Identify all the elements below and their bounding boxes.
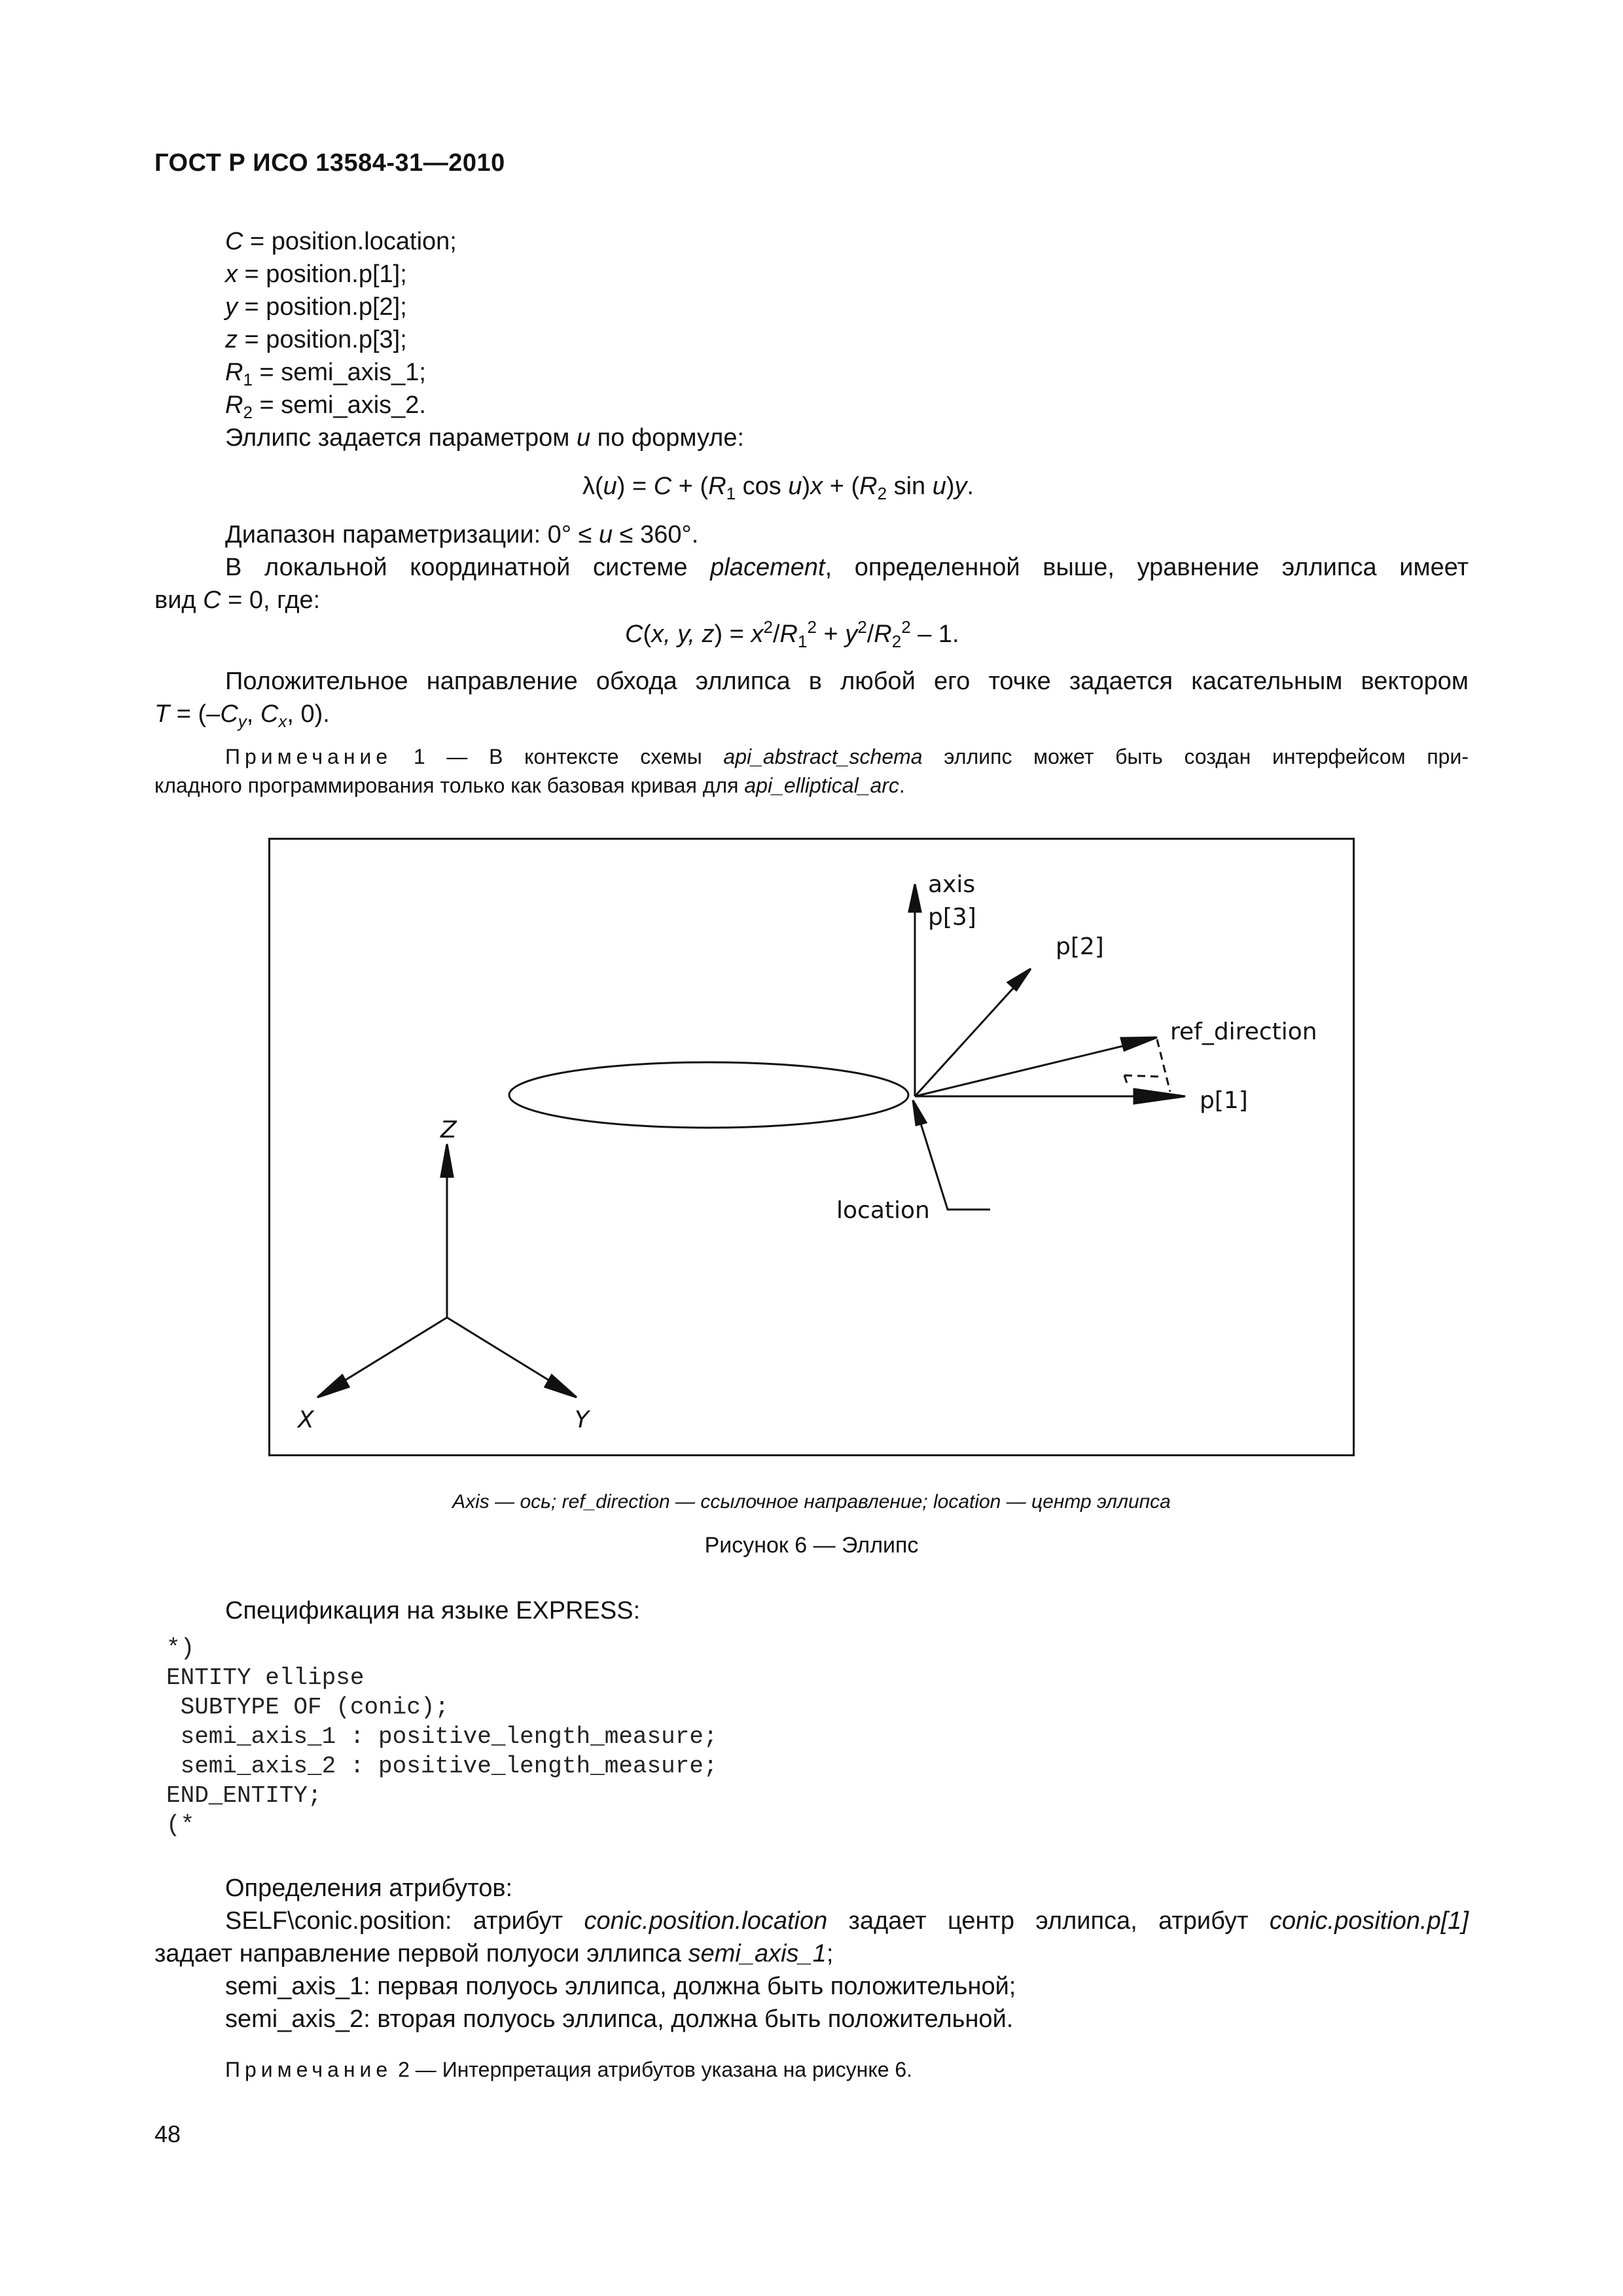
note2: Примечание 2 — Интерпретация атрибутов указана на рисунке 6.: [225, 2058, 913, 2081]
label-p3: p[3]: [928, 904, 976, 931]
def-z: z = position.p[3];: [225, 326, 407, 353]
ellipse-curve: [509, 1062, 908, 1128]
label-p2: p[2]: [1056, 933, 1104, 960]
label-ref-direction: ref_direction: [1170, 1018, 1317, 1045]
def-x: x = position.p[1];: [225, 260, 407, 288]
code-line: *): [166, 1635, 195, 1662]
code-line: ENTITY ellipse: [166, 1664, 365, 1691]
p2-arrowhead: [1008, 969, 1031, 990]
code-line: END_ENTITY;: [166, 1782, 322, 1809]
code-line: semi_axis_1 : positive_length_measure;: [166, 1723, 718, 1750]
def-r2: $R_2$ = semi_axis_2.: [225, 391, 426, 422]
p1-arrowhead: [1134, 1089, 1185, 1103]
formula-implicit: C(x, y, $z) = x^2/R_1^2 + y^2/R_2^2 - 1$.: [625, 617, 959, 651]
figure-caption: Axis — ось; ref_direction — ссылочное направление; location — центр эллипса: [452, 1491, 1171, 1513]
direction-line1: Положительное направление обхода эллипса в любой его точке задается касательным вектором: [225, 668, 1469, 695]
code-line: semi_axis_2 : positive_length_measure;: [166, 1753, 718, 1780]
attr-self-line2: задает направление первой полуоси эллипса semi_axis_1;: [154, 1940, 834, 1967]
y-axis-arrowhead: [545, 1375, 577, 1397]
attr-semi-axis-1: semi_axis_1: первая полуось эллипса, должна быть положительной;: [225, 1973, 1016, 2000]
ellipse-diagram: [270, 840, 1357, 1458]
def-y: y = position.p[2];: [225, 293, 407, 321]
formula-lambda: $\lambda(u) = C + (R_1$ $\cos u)x + (R_2$ sin u)y.: [582, 473, 974, 503]
label-y: Y: [575, 1407, 589, 1433]
document-header: ГОСТ Р ИСО 13584-31—2010: [154, 149, 505, 177]
label-z: Z: [440, 1117, 457, 1143]
note1-line2: кладного программирования только как базовая кривая для api_elliptical_arc.: [154, 774, 905, 797]
attributes-title: Определения атрибутов:: [225, 1874, 513, 1902]
local-line1: В локальной координатной системе placement, определенной выше, уравнение эллипса имеет: [225, 554, 1469, 581]
express-code: [166, 1634, 718, 1840]
local-line2: вид C = 0, где:: [154, 586, 321, 614]
p2-arrow: [915, 974, 1026, 1096]
param-range: Диапазон параметризации: 0° ≤ u ≤ 360°.: [225, 521, 699, 548]
label-p1: p[1]: [1200, 1087, 1248, 1114]
figure-title: Рисунок 6 — Эллипс: [704, 1533, 919, 1558]
attr-semi-axis-2: semi_axis_2: вторая полуось эллипса, должна быть положительной.: [225, 2005, 1014, 2033]
direction-line2: $T = (-C_y$, $C_x$, 0).: [154, 700, 330, 731]
label-x: X: [298, 1407, 314, 1433]
z-axis-arrowhead: [441, 1144, 453, 1177]
x-axis-arrowhead: [317, 1375, 349, 1397]
location-arrowhead: [913, 1100, 926, 1125]
code-line: SUBTYPE OF (conic);: [166, 1694, 450, 1721]
express-intro: Спецификация на языке EXPRESS:: [225, 1597, 641, 1624]
code-line: (*: [166, 1812, 195, 1839]
def-r1: $R_1$ = semi_axis_1;: [225, 359, 426, 389]
def-c: C = position.location;: [225, 228, 457, 255]
location-leader: [915, 1105, 990, 1210]
note1-line1: Примечание 1 — В контексте схемы api_abstract_schema эллипс может быть создан интерфейсом при-: [225, 745, 1469, 768]
attr-self-line1: SELF\conic.position: атрибут conic.position.location задает центр эллипса, атрибут conic.position.p[1]: [225, 1907, 1469, 1935]
label-axis: axis: [928, 871, 976, 898]
label-location: location: [836, 1197, 930, 1224]
axis-p3-arrowhead: [909, 884, 921, 912]
page-number: 48: [154, 2121, 181, 2147]
ref-direction-arrow: [915, 1039, 1150, 1096]
ref-direction-arrowhead: [1121, 1037, 1157, 1050]
param-intro: Эллипс задается параметром u по формуле:: [225, 424, 745, 452]
figure-ellipse: [268, 838, 1355, 1456]
